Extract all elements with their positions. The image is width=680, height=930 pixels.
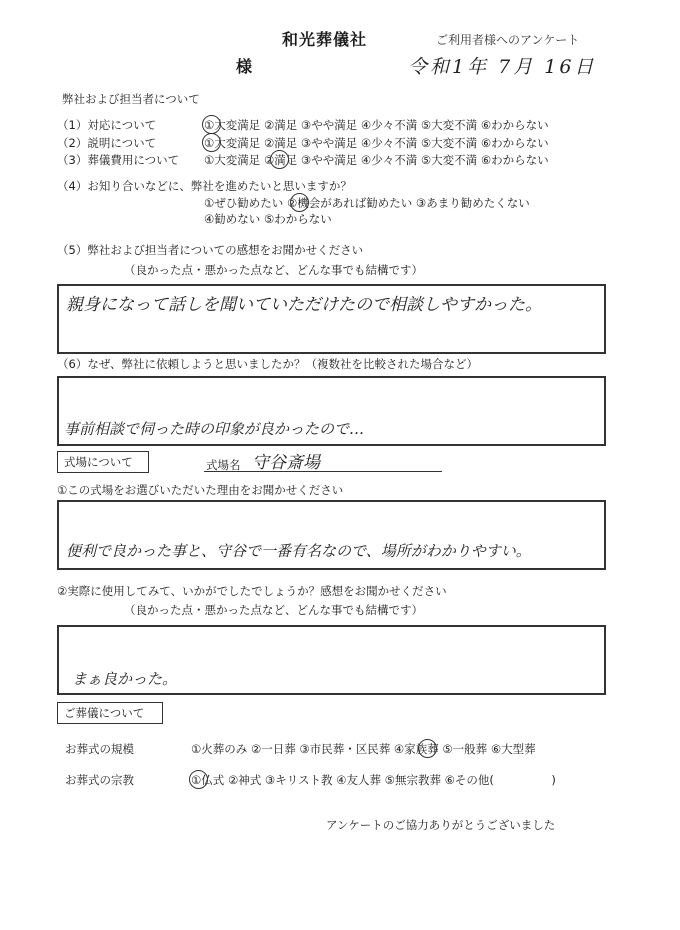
rating-label-1: （1）対応について bbox=[57, 118, 157, 132]
venue-name-value: 守谷斎場 bbox=[252, 453, 320, 473]
selection-circle bbox=[270, 150, 289, 169]
q6-question: （6）なぜ、弊社に依頼しようと思いましたか？（複数社を比較された場合など） bbox=[57, 357, 478, 371]
venue-q2: ②実際に使用してみて、いかがでしたでしょうか？感想をお聞かせください bbox=[57, 584, 447, 598]
rating-options-2: ①大変満足 ②満足 ③やや満足 ④少々不満 ⑤大変不満 ⑥わからない bbox=[204, 136, 549, 150]
venue-name-underline bbox=[204, 471, 442, 472]
q4-options-line1: ①ぜひ勧めたい ②機会があれば勧めたい ③あまり勧めたくない bbox=[204, 196, 530, 210]
q5-answer: 親身になって話しを聞いていただけたので相談しやすかった。 bbox=[66, 295, 542, 315]
funeral-scale-label: お葬式の規模 bbox=[65, 742, 134, 756]
survey-title: ご利用者様へのアンケート bbox=[436, 33, 580, 47]
venue-q1-answer: 便利で良かった事と、守谷で一番有名なので、場所がわかりやすい。 bbox=[66, 542, 531, 560]
funeral-religion-label: お葬式の宗教 bbox=[65, 773, 134, 787]
venue-name-label: 式場名 bbox=[206, 458, 241, 472]
q4-options-line2: ④勧めない ⑤わからない bbox=[204, 212, 332, 226]
funeral-scale-options: ①火葬のみ ②一日葬 ③市民葬・区民葬 ④家族葬 ⑤一般葬 ⑥大型葬 bbox=[191, 742, 536, 756]
q4-question: （4）お知り合いなどに、弊社を進めたいと思いますか？ bbox=[57, 179, 352, 193]
section-intro: 弊社および担当者について bbox=[62, 92, 200, 106]
selection-circle bbox=[418, 739, 437, 758]
handwritten-date: 令和1年 7月 16日 bbox=[408, 56, 597, 78]
rating-label-3: （3）葬儀費用について bbox=[57, 153, 180, 167]
selection-circle bbox=[202, 115, 221, 134]
rating-label-2: （2）説明について bbox=[57, 136, 157, 150]
venue-q2-hint: （良かった点・悪かった点など、どんな事でも結構です） bbox=[124, 603, 423, 617]
funeral-section-label: ご葬儀について bbox=[57, 702, 163, 724]
selection-circle bbox=[202, 133, 221, 152]
selection-circle bbox=[189, 770, 208, 789]
venue-section-label: 式場について bbox=[57, 451, 149, 473]
venue-q2-answer: まぁ良かった。 bbox=[72, 670, 178, 688]
honorific: 様 bbox=[236, 57, 253, 76]
q6-answer: 事前相談で伺った時の印象が良かったので… bbox=[64, 420, 365, 438]
funeral-religion-options: ①仏式 ②神式 ③キリスト教 ④友人葬 ⑤無宗教葬 ⑥その他( ) bbox=[191, 773, 556, 787]
rating-options-3: ①大変満足 ②満足 ③やや満足 ④少々不満 ⑤大変不満 ⑥わからない bbox=[204, 153, 549, 167]
q5-hint: （良かった点・悪かった点など、どんな事でも結構です） bbox=[124, 263, 423, 277]
footer-thanks: アンケートのご協力ありがとうございました bbox=[326, 818, 556, 832]
venue-q1: ①この式場をお選びいただいた理由をお聞かせください bbox=[57, 483, 344, 497]
q5-question: （5）弊社および担当者についての感想をお聞かせください bbox=[57, 243, 364, 257]
rating-options-1: ①大変満足 ②満足 ③やや満足 ④少々不満 ⑤大変不満 ⑥わからない bbox=[204, 118, 549, 132]
company-name: 和光葬儀社 bbox=[282, 30, 368, 49]
selection-circle bbox=[290, 193, 309, 212]
